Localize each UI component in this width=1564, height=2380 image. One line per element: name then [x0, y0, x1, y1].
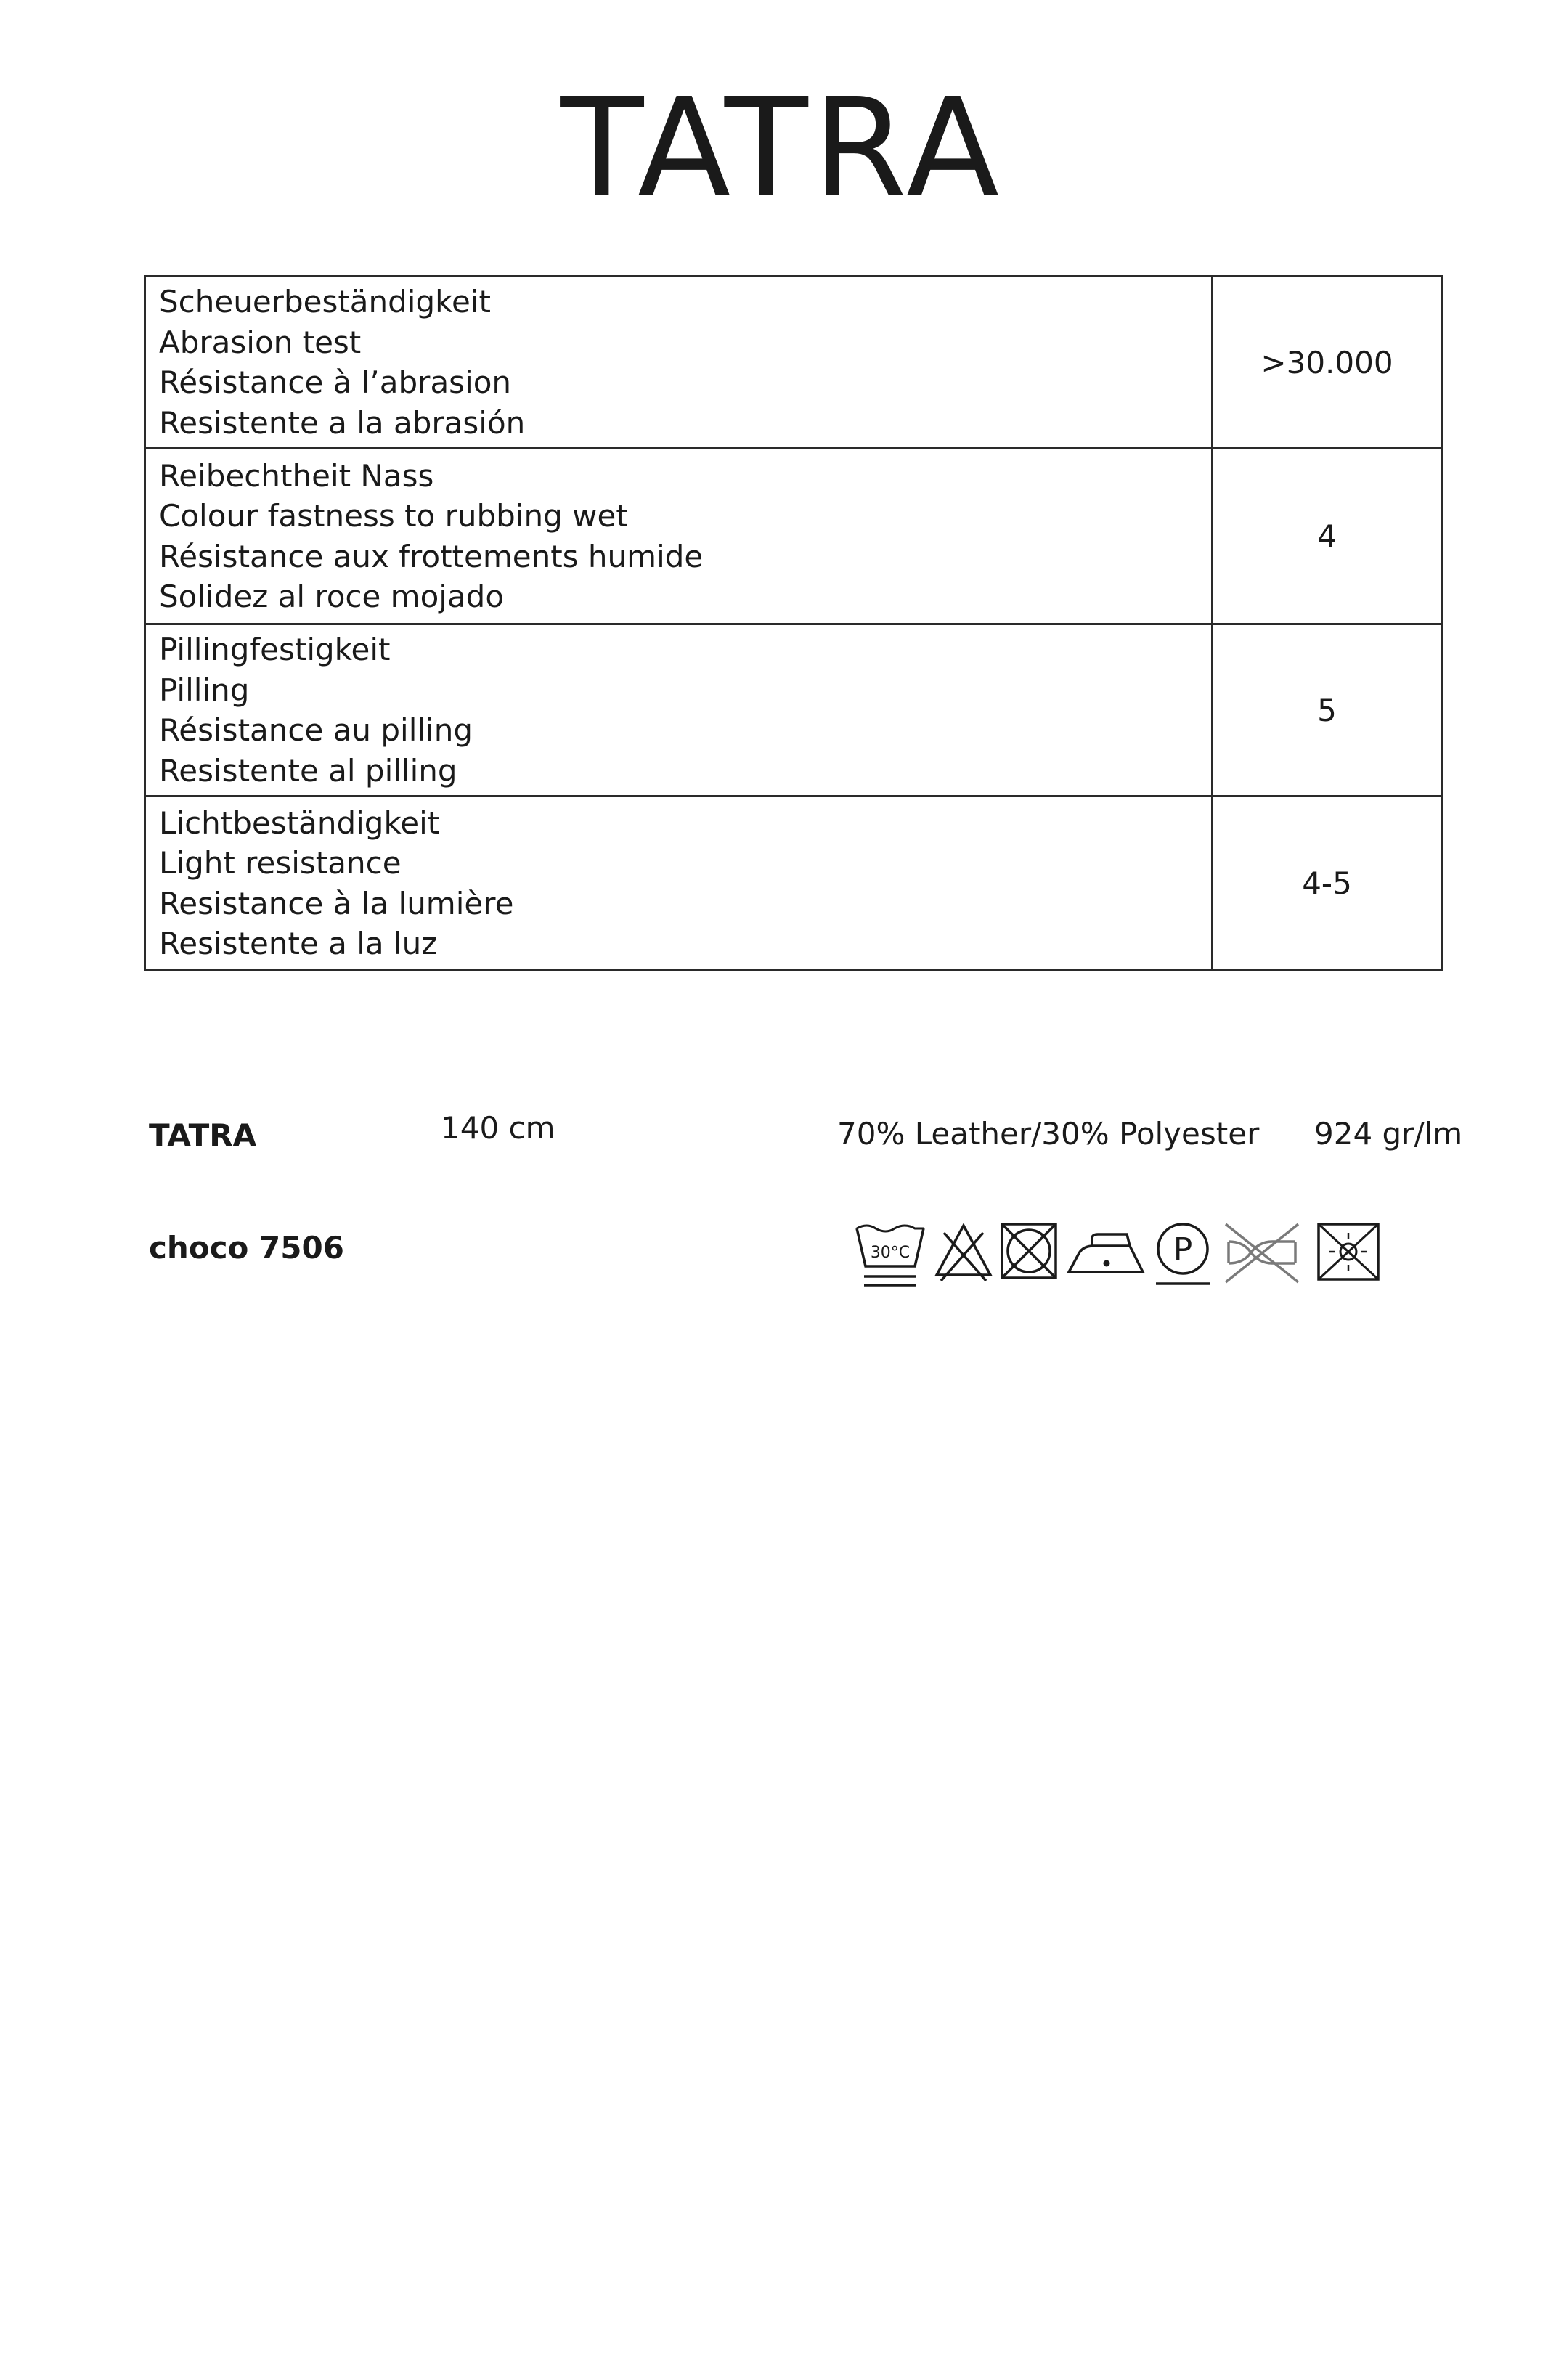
care-symbols [854, 1220, 1384, 1289]
property-label-cell [145, 796, 1213, 971]
no-dry-in-sun-icon [1316, 1220, 1381, 1289]
property-value: 4 [1213, 449, 1442, 624]
document-title: TATRA [560, 69, 1004, 228]
property-label: Solidez al roce mojado [159, 579, 505, 614]
product-composition: 70% Leather/30% Polyester [837, 1116, 1260, 1152]
property-label: Résistance aux frottements humide [159, 538, 704, 574]
table-row [145, 624, 1442, 796]
property-label: Abrasion test [159, 324, 362, 360]
property-label-cell [145, 624, 1213, 796]
no-bleach-icon [934, 1220, 993, 1289]
product-width: 140 cm [441, 1110, 555, 1146]
property-label: Résistance à l’abrasion [159, 364, 512, 400]
no-wring-icon [1221, 1220, 1303, 1289]
dry-clean-letter: P [1173, 1231, 1193, 1268]
property-label: Reibechtheit Nass [159, 457, 434, 494]
wash-30-gentle-icon [854, 1220, 926, 1289]
property-value: 5 [1213, 624, 1442, 796]
table-row [145, 449, 1442, 624]
wash-temperature: 30°C [870, 1244, 911, 1262]
property-label: Resistente a la abrasión [159, 404, 526, 441]
table-row [145, 796, 1442, 971]
property-label: Light resistance [159, 845, 402, 881]
property-label: Lichtbeständigkeit [159, 804, 440, 841]
property-label: Pillingfestigkeit [159, 632, 391, 667]
property-label-cell [145, 277, 1213, 449]
property-label: Scheuerbeständigkeit [159, 284, 491, 319]
property-label: Résistance au pilling [159, 712, 473, 748]
property-value: 4-5 [1213, 796, 1442, 971]
property-label: Colour fastness to rubbing wet [159, 498, 628, 534]
no-tumble-dry-icon [999, 1220, 1059, 1289]
property-label: Resistente al pilling [159, 752, 457, 788]
property-value: >30.000 [1213, 277, 1442, 449]
property-label-cell [145, 449, 1213, 624]
property-label: Resistente a la luz [159, 926, 438, 961]
properties-table [144, 275, 1443, 971]
iron-low-icon [1066, 1220, 1147, 1289]
property-label: Resistance à la lumière [159, 885, 514, 921]
table-row [145, 277, 1442, 449]
property-label: Pilling [159, 672, 250, 708]
dry-clean-p-gentle-icon [1153, 1220, 1213, 1289]
product-color: choco 7506 [149, 1230, 344, 1266]
product-name: TATRA [149, 1117, 257, 1153]
product-weight: 924 gr/lm [1314, 1116, 1463, 1152]
